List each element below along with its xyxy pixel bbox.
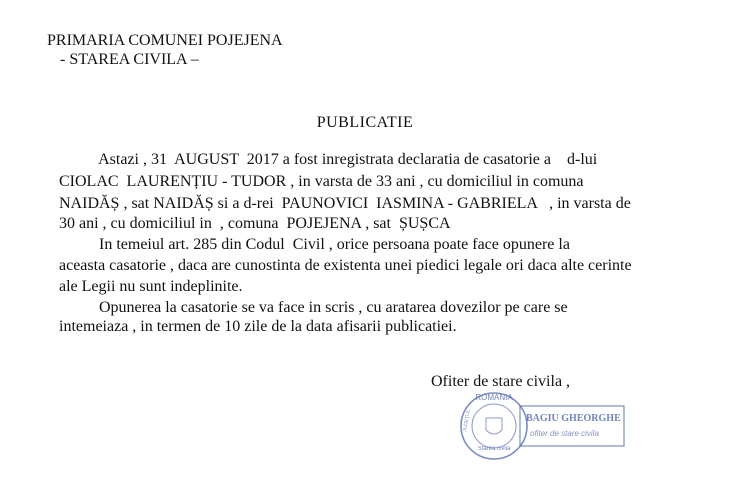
department-name: - STAREA CIVILA – <box>60 51 199 68</box>
stamp-name: BAGIU GHEORGHE <box>526 413 621 424</box>
body-line: CIOLAC LAURENȚIU - TUDOR , in varsta de 33 ani , cu domiciliul in comuna <box>59 173 584 190</box>
signature-role: Ofiter de stare civila , <box>431 373 571 390</box>
body-line: Astazi , 31 AUGUST 2017 a fost inregistrata declaratia de casatorie a d-lui <box>59 151 598 168</box>
body-line: aceasta casatorie , daca are cunostinta de existenta unei piedici legale ori daca alte cerinte <box>59 257 632 274</box>
stamp-graphic <box>458 388 628 468</box>
body-line: ale Legii nu sunt indeplinite. <box>59 278 243 295</box>
seal-bottom-text: Starea civila <box>477 446 511 452</box>
body-line: 30 ani , cu domiciliul in , comuna POJEJENA , sat ȘUȘCA <box>59 215 451 232</box>
seal-left-text: JUDEȚUL <box>462 409 472 433</box>
body-line: NAIDĂȘ , sat NAIDĂȘ si a d-rei PAUNOVICI IASMINA - GABRIELA , in varsta de <box>59 195 631 212</box>
coat-of-arms-icon <box>486 418 502 434</box>
official-stamp <box>458 388 628 468</box>
body-line: Opunerea la casatorie se va face in scris , cu aratarea dovezilor pe care se <box>59 299 568 316</box>
body-line: In temeiul art. 285 din Codul Civil , orice persoana poate face opunere la <box>59 236 570 253</box>
institution-name: PRIMARIA COMUNEI POJEJENA <box>47 32 283 49</box>
stamp-role: ofiter de stare civila <box>530 429 599 438</box>
body-line: intemeiaza , in termen de 10 zile de la data afisarii publicatiei. <box>59 318 457 335</box>
name-stamp-frame <box>520 406 624 446</box>
seal-inner-ring <box>472 404 516 448</box>
seal-top-text: ROMANIA <box>475 393 513 402</box>
document-title: PUBLICATIE <box>316 114 414 131</box>
